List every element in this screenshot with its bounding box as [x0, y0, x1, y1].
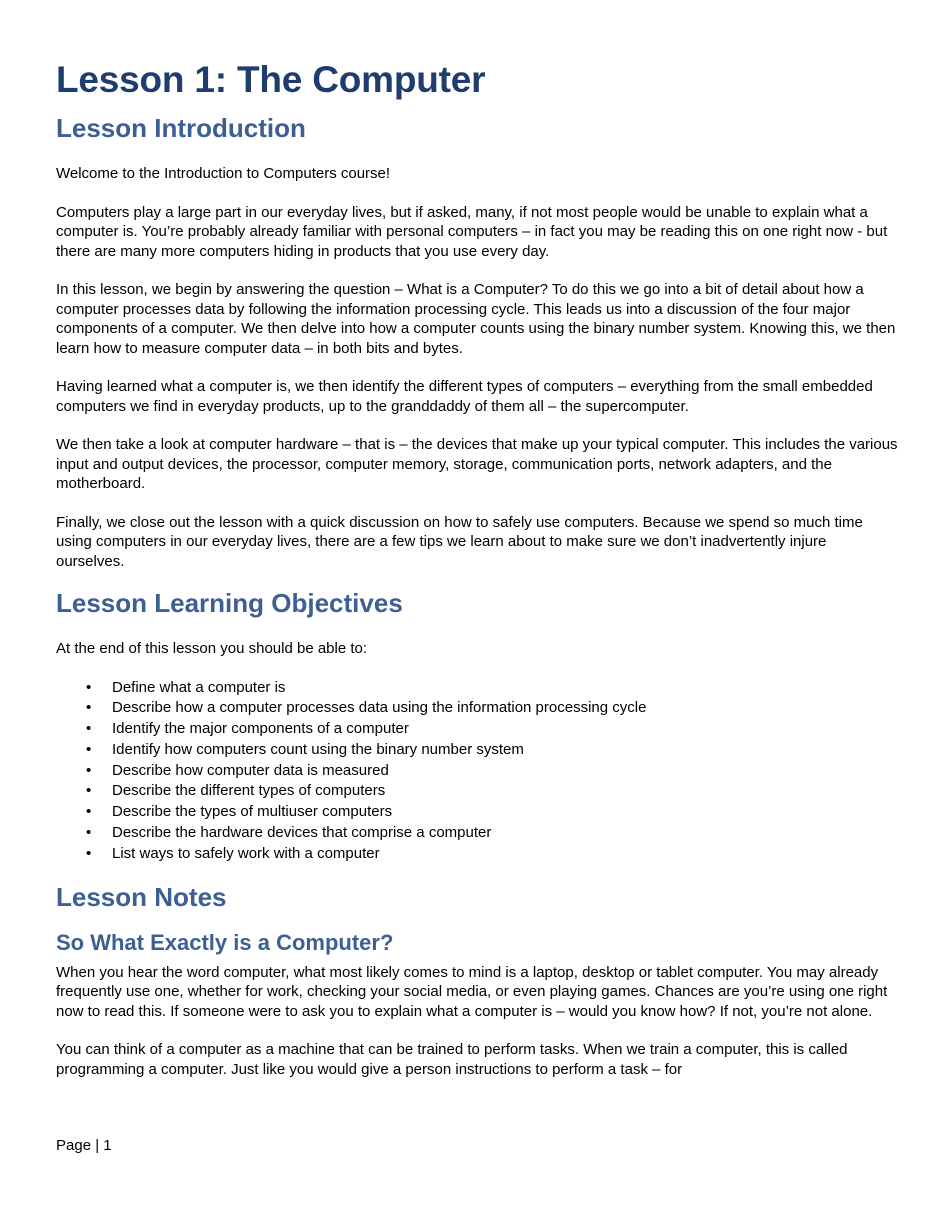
objectives-lead: At the end of this lesson you should be able to: [56, 640, 368, 657]
intro-paragraph-4: Having learned what a computer is, we then identify the different types of computers – everything from the small embedded computers we find in everyday products, up to the granddaddy of them all – the supercomputer. [56, 378, 873, 415]
list-item: • Describe the hardware devices that comprise a computer [56, 823, 898, 844]
list-item: • List ways to safely work with a computer [56, 844, 898, 865]
list-item: • Describe how computer data is measured [56, 761, 898, 782]
notes-heading: Lesson Notes [56, 881, 227, 912]
page-number: Page | 1 [56, 1137, 112, 1154]
intro-paragraph-2: Computers play a large part in our everyday lives, but if asked, many, if not most people would be unable to explain what a computer is. You’re probably already familiar with personal computers – in fact you may be reading this on one right now - but there are many more computers hiding in products that you use every day. [56, 203, 888, 260]
intro-heading: Lesson Introduction [56, 113, 306, 143]
intro-paragraph-5: We then take a look at computer hardware – that is – the devices that make up your typical computer. This includes the various input and output devices, the processor, computer memory, storage, communication ports, network adapters, and the motherboard. [56, 436, 898, 492]
list-item: • Define what a computer is [56, 678, 898, 699]
intro-paragraph-3: In this lesson, we begin by answering the question – What is a Computer? To do this we go into a bit of detail about how a computer processes data by following the information processing cycle. This leads us into a discussion of the four major components of a computer. We then delve into how a computer counts using the binary number system. Knowing this, we then learn how to measure computer data – in both bits and bytes. [56, 281, 896, 357]
objectives-heading: Lesson Learning Objectives [56, 588, 403, 618]
objectives-list [56, 678, 898, 865]
list-item: • Identify the major components of a computer [56, 719, 898, 740]
intro-paragraph-1: Welcome to the Introduction to Computers course! [56, 165, 391, 182]
intro-paragraph-6: Finally, we close out the lesson with a quick discussion on how to safely use computers. Because we spend so much time using computers in our everyday lives, there are a few tips we learn about to make sure we don’t inadvertently injure ourselves. [56, 513, 863, 570]
notes-paragraph-1: When you hear the word computer, what most likely comes to mind is a laptop, desktop or tablet computer. You may already frequently use one, whether for work, checking your social media, or even playing games. Chances are you’re using one right now to read this. If someone were to ask you to explain what a computer is – would you know how? If not, you’re not alone. [56, 963, 888, 1020]
list-item: • Describe the types of multiuser computers [56, 802, 898, 823]
list-item: • Describe the different types of computers [56, 781, 898, 802]
list-item: • Describe how a computer processes data using the information processing cycle [56, 698, 898, 719]
document-page [56, 56, 898, 1079]
list-item: • Identify how computers count using the binary number system [56, 740, 898, 761]
page-title: Lesson 1: The Computer [56, 59, 486, 100]
notes-paragraph-2: You can think of a computer as a machine that can be trained to perform tasks. When we train a computer, this is called programming a computer. Just like you would give a person instructions to perform a task – for [56, 1041, 848, 1078]
notes-subheading: So What Exactly is a Computer? [56, 929, 394, 955]
